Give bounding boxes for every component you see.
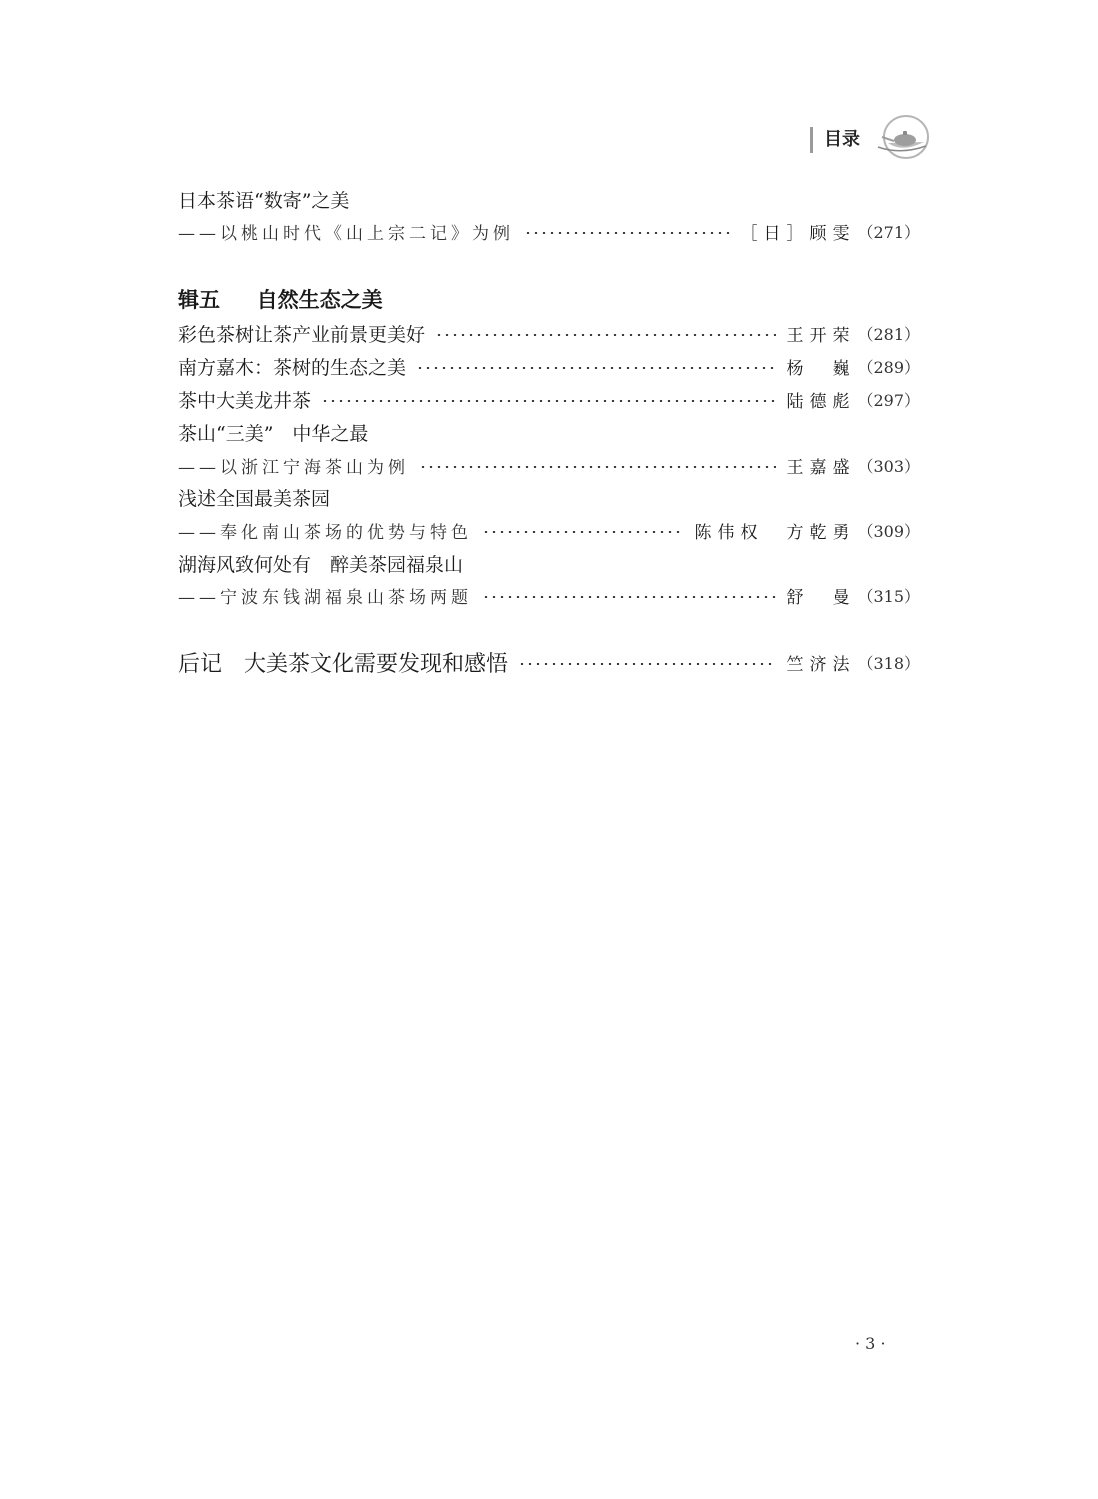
entry-author: 王开荣 — [786, 325, 856, 346]
toc-entry[interactable] — [178, 184, 920, 214]
toc-entry[interactable] — [178, 548, 920, 578]
toc-entry-subtitle-row[interactable] — [178, 450, 920, 480]
entry-page: （303） — [857, 456, 920, 476]
toc-entry-subtitle-row[interactable] — [178, 515, 920, 545]
section-title: 自然生态之美 — [256, 288, 383, 312]
teapot-icon — [872, 115, 930, 159]
dot-leader — [419, 466, 776, 468]
entry-author: 杨 巍 — [786, 358, 856, 379]
toc-entry[interactable] — [178, 482, 920, 512]
entry-subtitle: ——以浙江宁海茶山为例 — [178, 457, 409, 478]
entry-page: （281） — [857, 324, 920, 344]
dot-leader — [482, 531, 684, 533]
entry-title: 茶中大美龙井茶 — [178, 389, 312, 412]
dot-leader — [524, 232, 730, 234]
entry-page: （289） — [857, 357, 920, 377]
dot-leader — [416, 367, 776, 369]
afterword-label: 后记 — [178, 651, 223, 677]
dot-leader — [321, 400, 776, 402]
toc-entry-subtitle-row[interactable] — [178, 216, 920, 246]
entry-subtitle: ——奉化南山茶场的优势与特色 — [178, 522, 472, 543]
afterword-title: 大美茶文化需要发现和感悟 — [244, 651, 509, 677]
entry-page: （271） — [857, 222, 920, 242]
entry-title: 湖海风致何处有 醉美茶园福泉山 — [178, 553, 464, 576]
section-label: 辑五 — [178, 288, 220, 312]
entry-page: （318） — [857, 653, 920, 673]
header-bar — [810, 127, 813, 153]
toc-entry[interactable] — [178, 384, 920, 414]
entry-title: 茶山“三美” 中华之最 — [178, 422, 369, 445]
entry-subtitle: ——宁波东钱湖福泉山茶场两题 — [178, 587, 472, 608]
running-header-title: 目录 — [824, 129, 860, 150]
dot-leader — [435, 334, 776, 336]
entry-page: （297） — [857, 390, 920, 410]
entry-page: （309） — [857, 521, 920, 541]
entry-author: 竺济法 — [786, 654, 856, 675]
entry-title: 日本茶语“数寄”之美 — [178, 189, 350, 212]
entry-page: （315） — [857, 586, 920, 606]
entry-author: 陆德彪 — [786, 391, 856, 412]
entry-title: 彩色茶树让茶产业前景更美好 — [178, 323, 426, 346]
entry-subtitle: ——以桃山时代《山上宗二记》为例 — [178, 223, 514, 244]
section-heading — [178, 284, 383, 314]
entry-author: 王嘉盛 — [786, 457, 856, 478]
entry-title: 浅述全国最美茶园 — [178, 487, 331, 510]
dot-leader — [482, 596, 776, 598]
toc-entry-afterword[interactable] — [178, 647, 920, 677]
running-header — [810, 115, 925, 161]
page-number: · 3 · — [855, 1334, 886, 1353]
entry-author: ［日］顾雯 — [740, 223, 856, 244]
toc-entry[interactable] — [178, 351, 920, 381]
toc-entry[interactable] — [178, 318, 920, 348]
dot-leader — [518, 663, 776, 665]
toc-entry[interactable] — [178, 417, 920, 447]
entry-author: 舒 曼 — [786, 587, 856, 608]
entry-author: 陈伟权 方乾勇 — [694, 522, 856, 543]
toc-entry-subtitle-row[interactable] — [178, 580, 920, 610]
entry-title: 南方嘉木：茶树的生态之美 — [178, 356, 407, 379]
